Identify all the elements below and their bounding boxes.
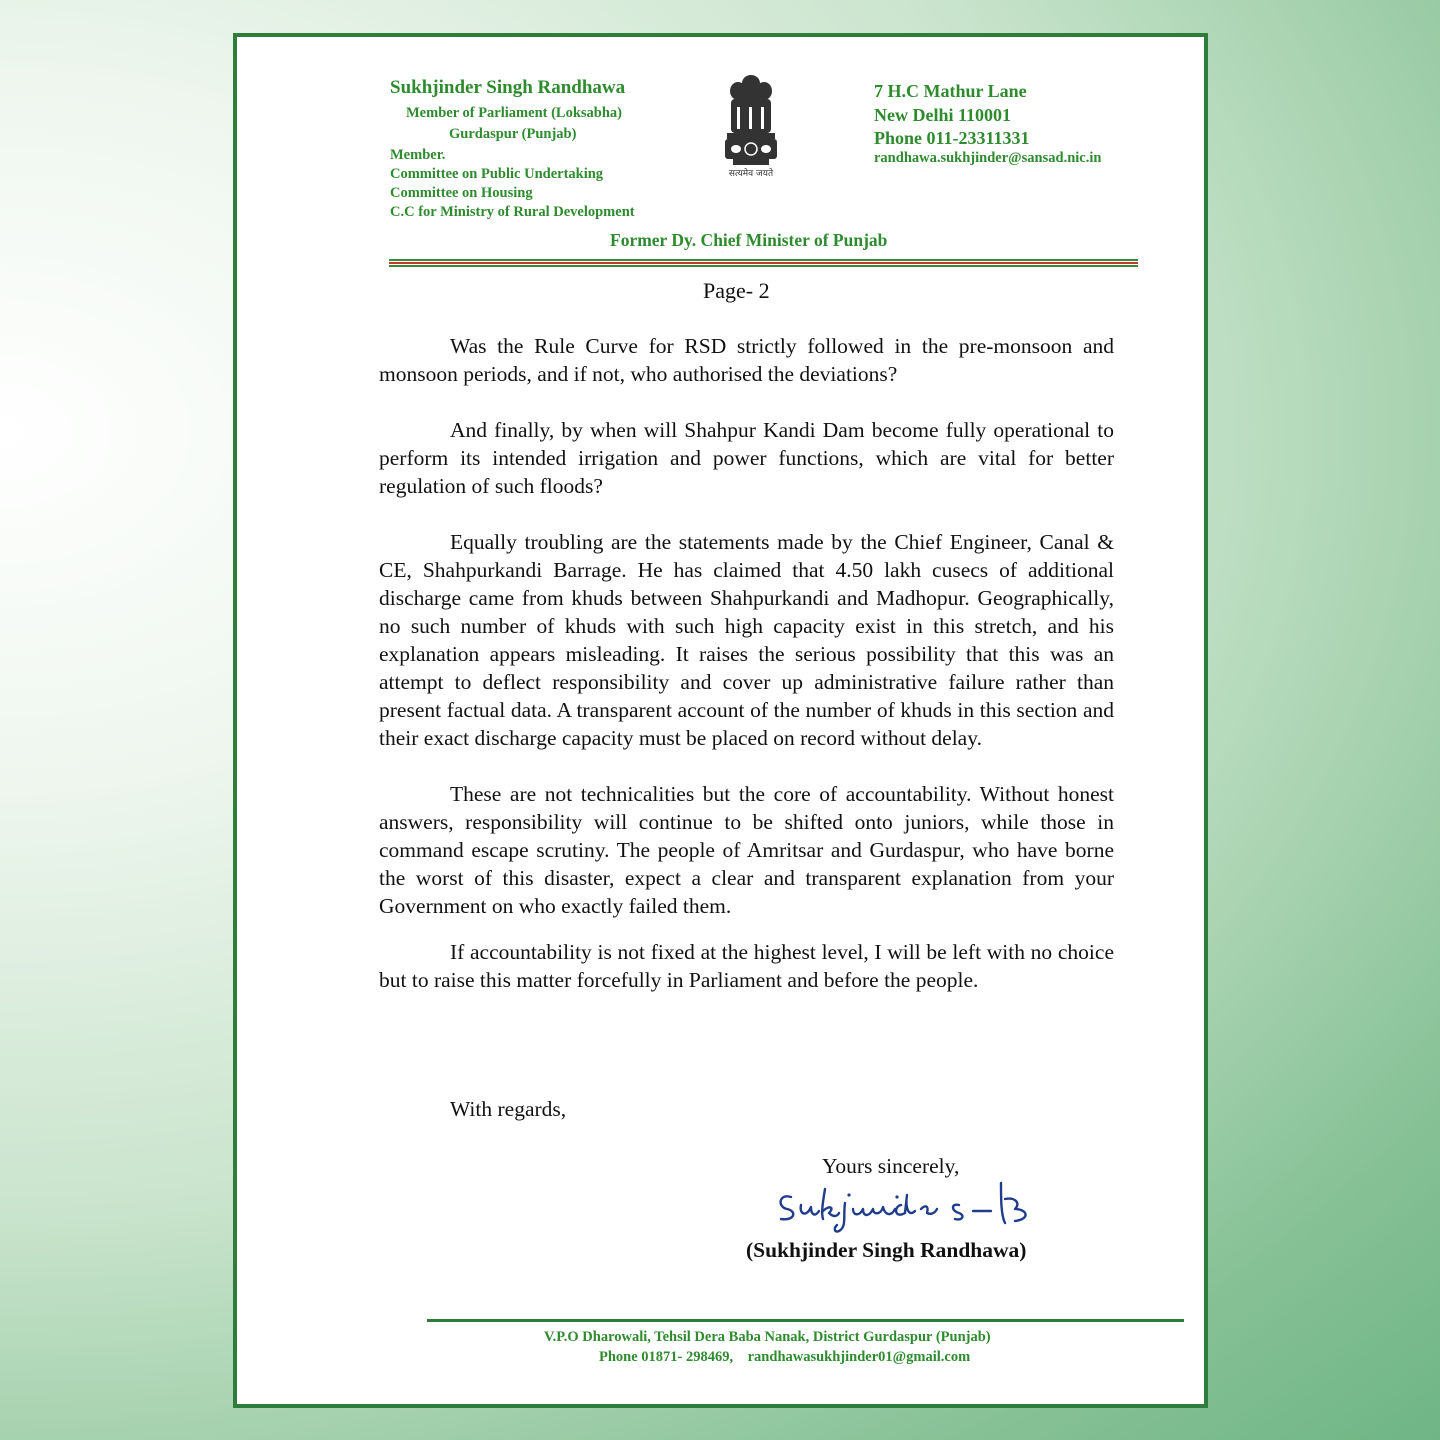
letter-body xyxy=(379,332,1114,1022)
paragraph: Equally troubling are the statements made by the Chief Engineer, Canal & CE, Shahpurkandi Barrage. He has claimed that 4.50 lakh cusecs of additional discharge came from khuds between Shahpurkandi and Madhopur. Geographically, no such number of khuds with such high capacity exist in this stretch, and his explanation appears misleading. It raises the serious possibility that this was an attempt to deflect responsibility and cover up administrative failure rather than present factual data. A transparent account of the number of khuds in this section and their exact discharge capacity must be placed on record without delay. xyxy=(379,530,1114,750)
footer-address: V.P.O Dharowali, Tehsil Dera Baba Nanak, District Gurdaspur (Punjab) xyxy=(544,1329,991,1345)
letterhead-member-label: Member. xyxy=(390,147,446,163)
paragraph: These are not technicalities but the core of accountability. Without honest answers, responsibility will continue to be shifted onto juniors, while those in command escape scrutiny. The people of Amritsar and Gurdaspur, who have borne the worst of this disaster, expect a clear and transparent explanation from your Government on who exactly failed them. xyxy=(379,782,1114,918)
letterhead-former-title: Former Dy. Chief Minister of Punjab xyxy=(610,230,888,250)
page-number: Page- 2 xyxy=(703,278,770,303)
closing-sincerely: Yours sincerely, xyxy=(822,1154,960,1178)
letterhead-email: randhawa.sukhjinder@sansad.nic.in xyxy=(874,150,1102,166)
letterhead-committee: C.C for Ministry of Rural Development xyxy=(390,204,635,220)
footer-divider xyxy=(427,1319,1184,1322)
paragraph: If accountability is not fixed at the highest level, I will be left with no choice but to raise this matter forcefully in Parliament and before the people. xyxy=(379,940,1114,992)
letterhead-role: Member of Parliament (Loksabha) xyxy=(406,105,622,121)
signatory-name: (Sukhjinder Singh Randhawa) xyxy=(746,1238,1027,1262)
handwritten-signature xyxy=(769,1175,1039,1235)
letterhead-address-line1: 7 H.C Mathur Lane xyxy=(874,81,1027,101)
header-divider xyxy=(389,262,1138,264)
letterhead-name: Sukhjinder Singh Randhawa xyxy=(390,77,626,98)
emblem-motto: सत्यमेव जयते xyxy=(728,169,774,179)
letterhead-committee: Committee on Public Undertaking xyxy=(390,166,604,182)
closing-regards: With regards, xyxy=(450,1097,567,1121)
letterhead-phone: Phone 011-23311331 xyxy=(874,128,1030,148)
letter-page xyxy=(233,33,1208,1408)
letterhead-committee: Committee on Housing xyxy=(390,185,533,201)
paragraph: Was the Rule Curve for RSD strictly followed in the pre-monsoon and monsoon periods, and if not, who authorised the deviations? xyxy=(379,334,1114,386)
footer-contact: Phone 01871- 298469, randhawasukhjinder01@gmail.com xyxy=(599,1349,971,1365)
paragraph: And finally, by when will Shahpur Kandi Dam become fully operational to perform its intended irrigation and power functions, which are vital for better regulation of such floods? xyxy=(379,418,1114,498)
national-emblem-icon xyxy=(721,69,781,179)
header-divider xyxy=(389,265,1138,267)
letterhead-address-line2: New Delhi 110001 xyxy=(874,105,1011,125)
header-divider xyxy=(389,259,1138,261)
letterhead-constituency: Gurdaspur (Punjab) xyxy=(449,126,577,142)
